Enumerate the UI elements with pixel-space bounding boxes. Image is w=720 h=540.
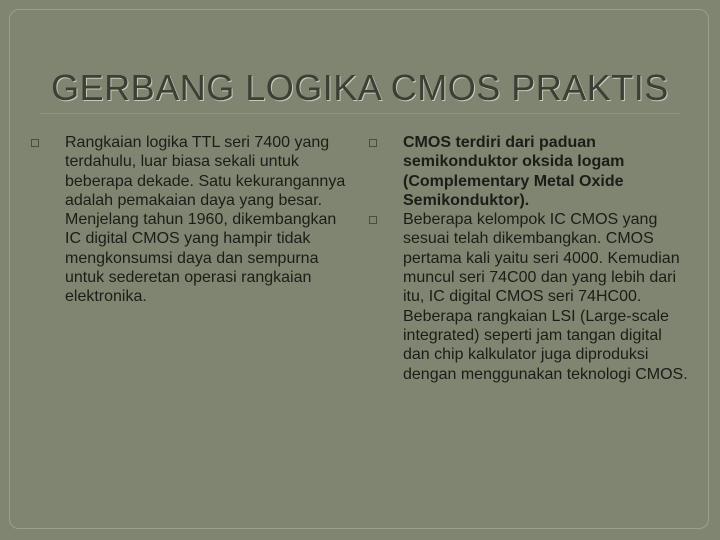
left-column bbox=[30, 133, 355, 307]
square-bullet-icon bbox=[31, 139, 39, 147]
title-divider bbox=[40, 113, 680, 114]
square-bullet-icon bbox=[369, 216, 377, 224]
right-column bbox=[368, 133, 690, 384]
right-bullet-item-2 bbox=[368, 210, 690, 384]
left-bullet-text: Rangkaian logika TTL seri 7400 yang terdahulu, luar biasa sekali untuk beberapa dekade. Satu kekurangannya adalah pemakaian daya yang besar. Menjelang tahun 1960, dikembangkan IC digital CMOS yang hampir tidak mengkonsumsi daya dan sempurna untuk sederetan operasi rangkaian elektronika. bbox=[65, 134, 346, 306]
right-bullet-item-1 bbox=[368, 133, 690, 210]
right-bullet-text-1: CMOS terdiri dari paduan semikonduktor oksida logam (Complementary Metal Oxide Semikonduktor). bbox=[403, 134, 625, 209]
right-bullet-text-2: Beberapa kelompok IC CMOS yang sesuai telah dikembangkan. CMOS pertama kali yaitu seri 4000. Kemudian muncul seri 74C00 dan yang lebih dari itu, IC digital CMOS seri 74HC00. Beberapa rangkaian LSI (Large-scale integrated) seperti jam tangan digital dan chip kalkulator juga diproduksi dengan menggunakan teknologi CMOS. bbox=[403, 211, 688, 383]
left-bullet-item bbox=[30, 133, 355, 307]
square-bullet-icon bbox=[369, 139, 377, 147]
slide-title: GERBANG LOGIKA CMOS PRAKTIS bbox=[51, 67, 669, 108]
